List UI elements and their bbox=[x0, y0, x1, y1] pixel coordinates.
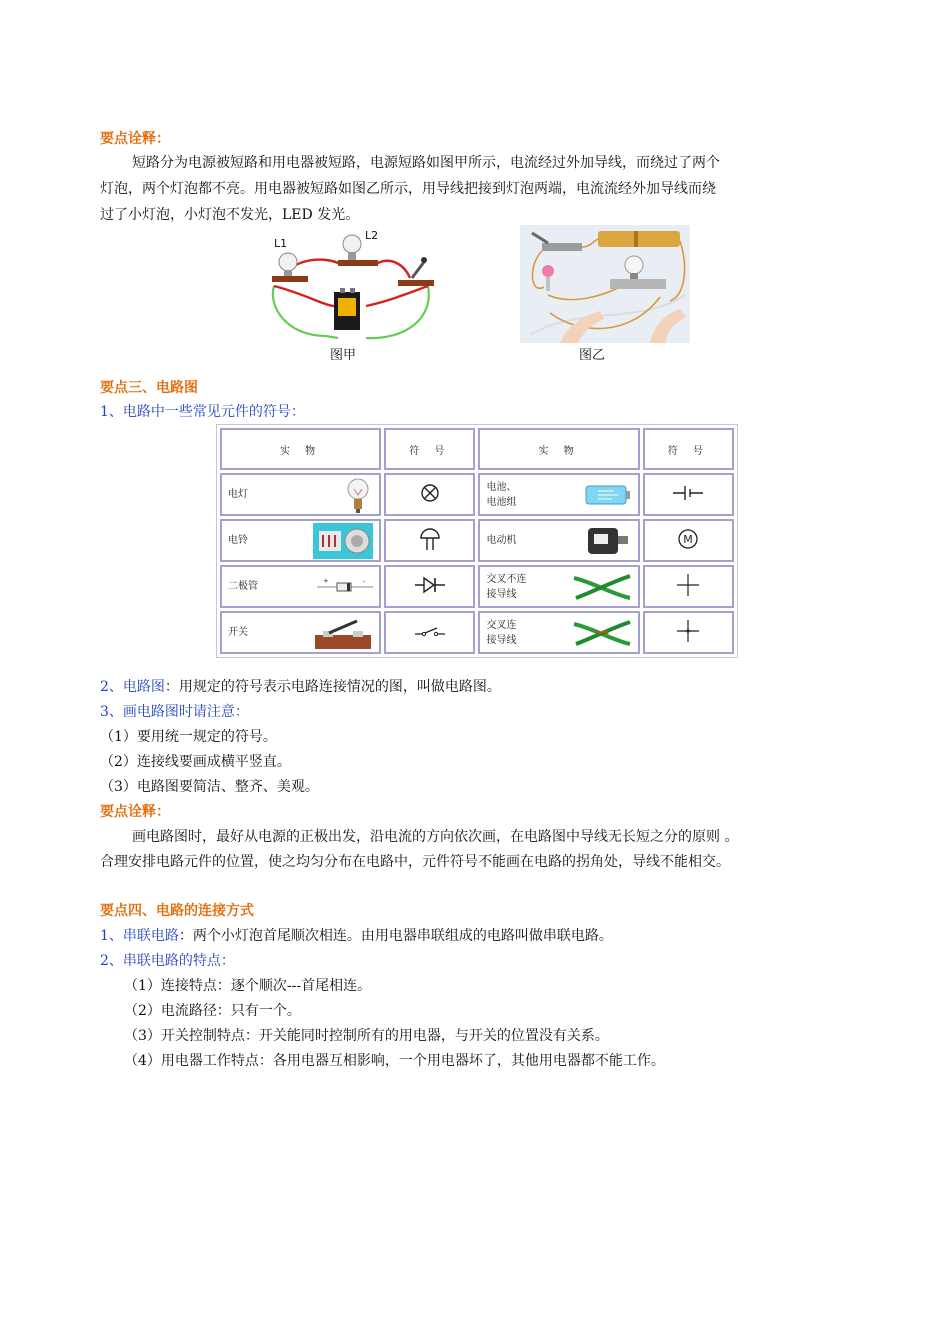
motor-symbol-letter: M bbox=[683, 533, 694, 546]
switch-photo-icon bbox=[313, 615, 373, 651]
feature-1: （1）连接特点：逐个顺次---首尾相连。 bbox=[124, 978, 372, 994]
header-object-left: 实 物 bbox=[220, 428, 381, 470]
bell-symbol-icon bbox=[418, 526, 442, 552]
section4-item2: 2、串联电路的特点： bbox=[100, 953, 235, 969]
section4-item1 bbox=[100, 925, 613, 945]
diode-symbol-icon bbox=[413, 574, 447, 596]
note2-line-2: 合理安排电路元件的位置，使之均匀分布在电路中，元件符号不能画在电路的拐角处，导线不能相交。 bbox=[100, 854, 730, 870]
note-3: （3）电路图要简洁、整齐、美观。 bbox=[100, 779, 319, 795]
note-heading-1: 要点诠释： bbox=[100, 131, 170, 147]
header-symbol-left: 符 号 bbox=[384, 428, 475, 470]
bell-name: 电铃 bbox=[228, 535, 248, 546]
header-object-right: 实 物 bbox=[478, 428, 639, 470]
battery-name: 电池、 电池组 bbox=[486, 481, 517, 508]
section3-item2 bbox=[100, 676, 501, 696]
note1-line-2: 灯泡，两个灯泡都不亮。用电器被短路如图乙所示，用导线把接到灯泡两端，电流流经外加导线而绕 bbox=[100, 181, 716, 197]
figure-jia-label-l2: L2 bbox=[365, 229, 379, 242]
crossing-unconnected-photo-icon bbox=[572, 572, 632, 602]
crossing-unconnected-name: 交叉不连 接导线 bbox=[486, 573, 527, 600]
section4-item1-label: 1、串联电路 bbox=[100, 928, 179, 944]
motor-name: 电动机 bbox=[486, 535, 517, 546]
symbols-table bbox=[216, 424, 738, 658]
section3-heading: 要点三、电路图 bbox=[100, 380, 198, 396]
crossing-connected-photo-icon bbox=[572, 618, 632, 648]
figure-jia-image bbox=[266, 228, 436, 346]
lamp-photo-icon bbox=[343, 475, 373, 515]
figure-yi-caption: 图乙 bbox=[579, 348, 606, 363]
lamp-name: 电灯 bbox=[228, 489, 248, 500]
switch-name: 开关 bbox=[228, 627, 248, 638]
note2-line-1: 画电路图时，最好从电源的正极出发，沿电流的方向依次画，在电路图中导线无长短之分的原则 。 bbox=[132, 829, 739, 845]
note1-line-3: 过了小灯泡，小灯泡不发光，LED 发光。 bbox=[100, 207, 360, 223]
crossing-connected-name: 交叉连 接导线 bbox=[486, 619, 517, 646]
bell-photo-icon bbox=[313, 521, 373, 561]
section4-item1-text: ：两个小灯泡首尾顺次相连。由用电器串联组成的电路叫做串联电路。 bbox=[178, 928, 613, 944]
svg-text:+: + bbox=[323, 576, 330, 585]
section3-item3: 3、画电路图时请注意： bbox=[100, 704, 249, 720]
note1-line-1: 短路分为电源被短路和用电器被短路，电源短路如图甲所示，电流经过外加导线，而绕过了两个 bbox=[132, 155, 720, 171]
battery-photo-icon bbox=[584, 482, 632, 508]
note-2: （2）连接线要画成横平竖直。 bbox=[100, 754, 291, 770]
diode-name: 二极管 bbox=[228, 581, 258, 592]
switch-symbol-icon bbox=[413, 622, 447, 640]
table-row bbox=[220, 473, 734, 516]
lamp-symbol-icon bbox=[418, 481, 442, 505]
battery-symbol-icon bbox=[671, 482, 705, 504]
item2-text: ：用规定的符号表示电路连接情况的图，叫做电路图。 bbox=[164, 679, 501, 695]
motor-symbol-icon bbox=[676, 527, 700, 551]
svg-text:-: - bbox=[363, 577, 366, 586]
motor-photo-icon bbox=[584, 524, 632, 558]
feature-4: （4）用电器工作特点：各用电器互相影响，一个用电器坏了，其他用电器都不能工作。 bbox=[124, 1053, 665, 1069]
section4-heading: 要点四、电路的连接方式 bbox=[100, 903, 254, 919]
note-1: （1）要用统一规定的符号。 bbox=[100, 729, 277, 745]
figure-jia-label-l1: L1 bbox=[274, 237, 288, 250]
figure-yi-image bbox=[520, 225, 690, 343]
note-heading-2: 要点诠释： bbox=[100, 804, 170, 820]
crossing-connected-symbol-icon bbox=[675, 618, 701, 644]
header-symbol-right: 符 号 bbox=[643, 428, 734, 470]
table-row bbox=[220, 611, 734, 654]
figure-jia-caption: 图甲 bbox=[330, 348, 357, 363]
table-row bbox=[220, 519, 734, 562]
diode-photo-icon bbox=[317, 577, 373, 597]
feature-2: （2）电流路径：只有一个。 bbox=[124, 1003, 301, 1019]
feature-3: （3）开关控制特点：开关能同时控制所有的用电器，与开关的位置没有关系。 bbox=[124, 1028, 609, 1044]
table-row bbox=[220, 565, 734, 608]
item2-label: 2、电路图 bbox=[100, 679, 165, 695]
section3-item1: 1、电路中一些常见元件的符号： bbox=[100, 404, 305, 420]
crossing-unconnected-symbol-icon bbox=[675, 572, 701, 598]
